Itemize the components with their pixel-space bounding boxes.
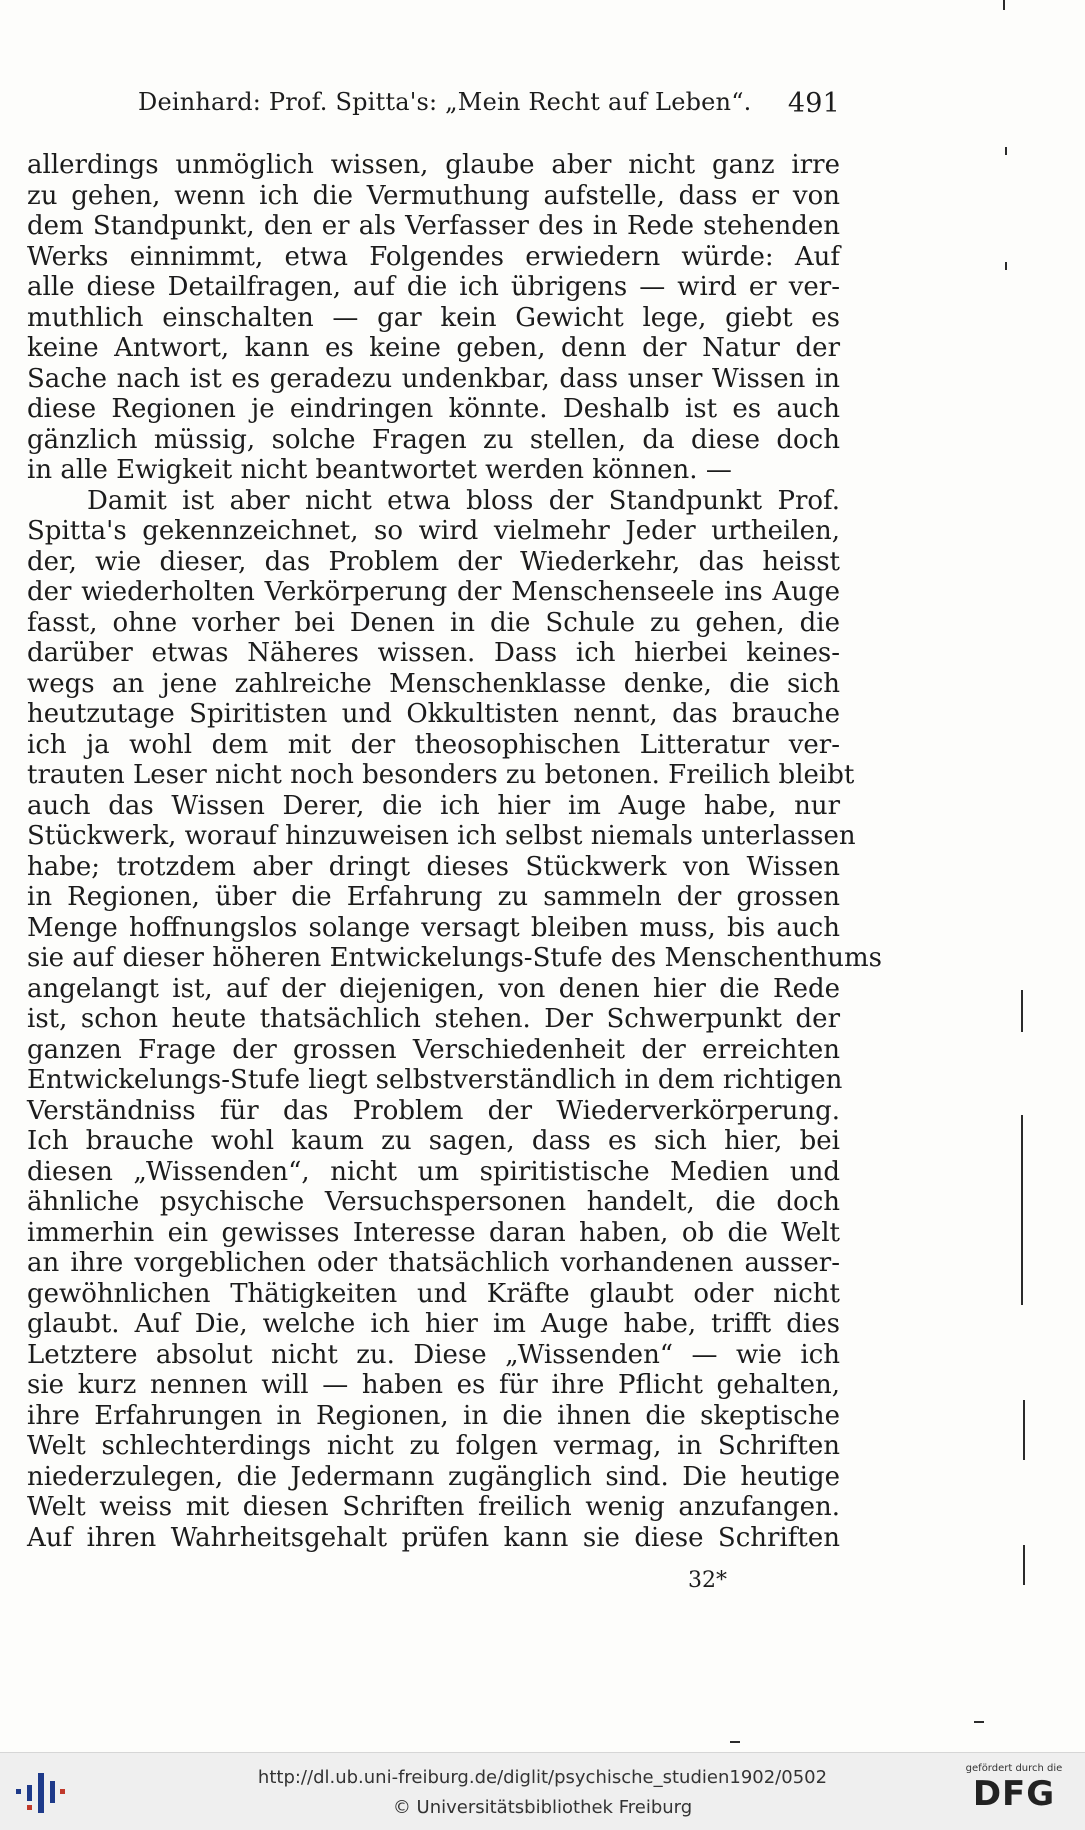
- text-line: Werks einnimmt, etwa Folgendes erwiedern würde: Auf: [27, 241, 840, 272]
- text-line: Stückwerk, worauf hinzuweisen ich selbst niemals unterlassen: [27, 821, 856, 851]
- dfg-wordmark: DFG: [972, 1774, 1056, 1814]
- document-url[interactable]: http://dl.ub.uni-freiburg.de/diglit/psychische_studien1902/0502: [257, 1767, 828, 1788]
- scan-edge-mark: [1023, 1545, 1025, 1585]
- text-line: ist, schon heute thatsächlich stehen. Der Schwerpunkt der: [27, 1004, 840, 1034]
- scan-edge-mark: [974, 1721, 984, 1723]
- text-line: dem Standpunkt, den er als Verfasser des in Rede stehenden: [27, 211, 840, 241]
- scan-edge-mark: [730, 1741, 740, 1743]
- text-line: Welt schlechterdings nicht zu folgen vermag, in Schriften: [27, 1431, 840, 1461]
- scan-edge-mark: [1021, 1115, 1023, 1305]
- running-header: [138, 88, 840, 128]
- text-line: diesen „Wissenden“, nicht um spiritistische Medien und: [27, 1156, 840, 1187]
- text-line: muthlich einschalten — gar kein Gewicht lege, giebt es: [27, 302, 840, 333]
- text-line: Auf ihren Wahrheitsgehalt prüfen kann sie diese Schriften: [27, 1522, 840, 1553]
- scan-edge-mark: [1005, 262, 1007, 270]
- scan-edge-mark: [1021, 990, 1023, 1032]
- text-line: immerhin ein gewisses Interesse daran haben, ob die Welt: [27, 1217, 840, 1248]
- text-line: Welt weiss mit diesen Schriften freilich wenig anzufangen.: [27, 1492, 840, 1522]
- text-line: sie auf dieser höheren Entwickelungs-Stufe des Menschenthums: [27, 943, 882, 973]
- text-line: auch das Wissen Derer, die ich hier im Auge habe, nur: [27, 790, 840, 821]
- copyright-notice: © Universitätsbibliothek Freiburg: [392, 1797, 693, 1818]
- text-line: der, wie dieser, das Problem der Wiederkehr, das heisst: [27, 546, 840, 577]
- viewer-footer: [0, 1752, 1085, 1830]
- text-line: allerdings unmöglich wissen, glaube aber nicht ganz irre: [27, 150, 840, 180]
- text-line: habe; trotzdem aber dringt dieses Stückwerk von Wissen: [27, 851, 840, 882]
- text-line: an ihre vorgeblichen oder thatsächlich vorhandenen ausser-: [27, 1248, 840, 1278]
- text-line: ich ja wohl dem mit der theosophischen Litteratur ver-: [27, 729, 840, 760]
- text-line: keine Antwort, kann es keine geben, denn der Natur der: [27, 333, 840, 363]
- text-line: Letztere absolut nicht zu. Diese „Wissenden“ — wie ich: [27, 1339, 840, 1370]
- text-line: angelangt ist, auf der diejenigen, von denen hier die Rede: [27, 973, 840, 1004]
- dfg-caption: gefördert durch die: [965, 1763, 1063, 1774]
- scan-edge-mark: [1023, 1400, 1025, 1460]
- text-line: trauten Leser nicht noch besonders zu betonen. Freilich bleibt: [27, 760, 855, 790]
- text-line: diese Regionen je eindringen könnte. Deshalb ist es auch: [27, 394, 840, 424]
- text-line: Spitta's gekennzeichnet, so wird vielmehr Jeder urtheilen,: [27, 516, 840, 546]
- text-line: Damit ist aber nicht etwa bloss der Standpunkt Prof.: [87, 485, 840, 516]
- text-line: wegs an jene zahlreiche Menschenklasse denke, die sich: [27, 668, 840, 699]
- dfg-logo: [955, 1763, 1073, 1823]
- running-title: Deinhard: Prof. Spitta's: „Mein Recht auf Leben“.: [138, 88, 752, 116]
- text-line: ähnliche psychische Versuchspersonen handelt, die doch: [27, 1187, 840, 1217]
- scan-edge-mark: [1005, 147, 1007, 155]
- text-line: Entwickelungs-Stufe liegt selbstverständlich in dem richtigen: [27, 1065, 843, 1095]
- text-line: fasst, ohne vorher bei Denen in die Schule zu gehen, die: [27, 607, 840, 638]
- text-line: ihre Erfahrungen in Regionen, in die ihnen die skeptische: [27, 1400, 840, 1431]
- text-line: gänzlich müssig, solche Fragen zu stellen, da diese doch: [27, 424, 840, 455]
- text-line: zu gehen, wenn ich die Vermuthung aufstelle, dass er von: [27, 180, 840, 211]
- text-line: Menge hoffnungslos solange versagt bleiben muss, bis auch: [27, 912, 840, 943]
- text-line: sie kurz nennen will — haben es für ihre Pflicht gehalten,: [27, 1370, 840, 1400]
- text-line: Sache nach ist es geradezu undenkbar, dass unser Wissen in: [27, 363, 840, 394]
- text-line: Ich brauche wohl kaum zu sagen, dass es sich hier, bei: [27, 1126, 840, 1156]
- text-line: niederzulegen, die Jedermann zugänglich sind. Die heutige: [27, 1461, 840, 1492]
- text-line: alle diese Detailfragen, auf die ich übrigens — wird er ver-: [27, 272, 840, 302]
- page-number: 491: [787, 88, 840, 119]
- text-line: in alle Ewigkeit nicht beantwortet werden können. —: [27, 455, 732, 485]
- text-line: ganzen Frage der grossen Verschiedenheit der erreichten: [27, 1034, 840, 1065]
- text-line: glaubt. Auf Die, welche ich hier im Auge habe, trifft dies: [27, 1309, 840, 1339]
- text-line: heutzutage Spiritisten und Okkultisten nennt, das brauche: [27, 699, 840, 729]
- signature-mark: 32*: [688, 1568, 727, 1593]
- text-line: der wiederholten Verkörperung der Menschenseele ins Auge: [27, 577, 840, 607]
- text-line: gewöhnlichen Thätigkeiten und Kräfte glaubt oder nicht: [27, 1278, 840, 1309]
- text-line: Verständniss für das Problem der Wiederverkörperung.: [27, 1095, 840, 1126]
- text-line: darüber etwas Näheres wissen. Dass ich hierbei keines-: [27, 638, 840, 668]
- body-text: [27, 150, 882, 1553]
- scan-edge-mark: [1003, 0, 1005, 10]
- text-line: in Regionen, über die Erfahrung zu sammeln der grossen: [27, 882, 840, 912]
